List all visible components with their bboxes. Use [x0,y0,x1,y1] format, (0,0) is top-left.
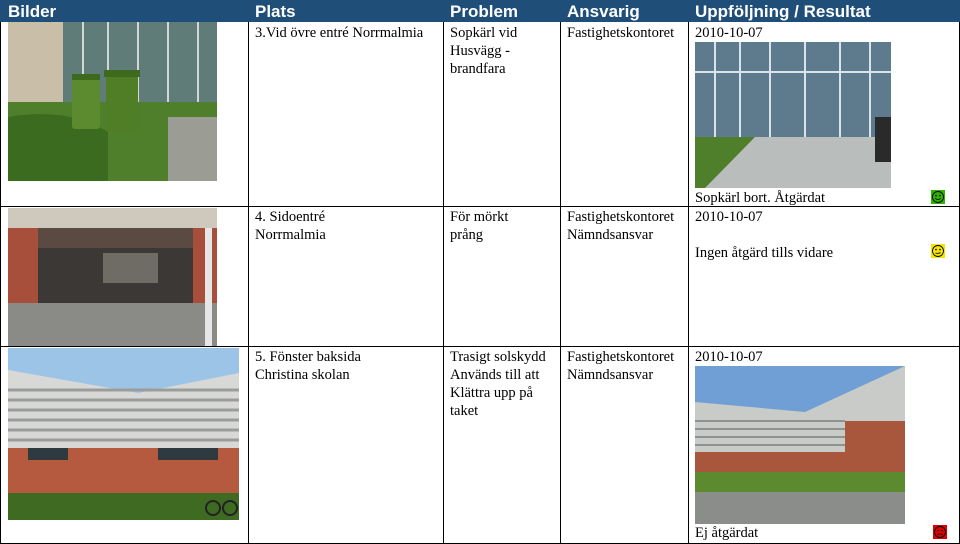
row-photo-window-shades [8,348,239,520]
header-bilder: Bilder [8,2,57,21]
table-header [0,0,960,22]
ansvarig-text: Fastighetskontoret Nämndsansvar [567,209,675,243]
row-photo-side-entrance [8,208,217,346]
followup-photo-window-shades [695,366,905,524]
plats-text: 3.Vid övre entré Norrmalmia [255,25,424,41]
plats-text: 5. Fönster baksida Christina skolan [255,349,361,383]
followup-result: Ej åtgärdat [695,525,759,541]
followup-result: Ingen åtgärd tills vidare [695,245,834,261]
followup-date: 2010-10-07 [695,209,763,225]
header-ansvarig: Ansvarig [567,2,640,21]
grid-line [688,22,689,544]
grid-line [248,22,249,544]
row-divider [0,346,960,347]
header-problem: Problem [450,2,519,21]
followup-photo-entrance [695,42,891,188]
header-uppfoljning: Uppföljning / Resultat [695,2,871,21]
plats-text: 4. Sidoentré Norrmalmia [255,209,326,243]
grid-line [0,22,1,544]
problem-text: Trasigt solskydd Används till att Klättra upp på taket [450,349,546,419]
ansvarig-text: Fastighetskontoret Nämndsansvar [567,349,675,383]
row-photo-entrance-bins [8,22,217,181]
followup-result: Sopkärl bort. Åtgärdat [695,190,826,206]
sad-face-icon [933,525,947,539]
grid-line [443,22,444,544]
header-plats: Plats [255,2,296,21]
ansvarig-text: Fastighetskontoret [567,25,675,41]
problem-text: För mörkt prång [450,209,509,243]
problem-text: Sopkärl vid Husvägg - brandfara [450,25,518,77]
happy-face-icon [931,190,945,204]
followup-date: 2010-10-07 [695,25,763,41]
neutral-face-icon [931,244,945,258]
followup-date: 2010-10-07 [695,349,763,365]
grid-line [560,22,561,544]
